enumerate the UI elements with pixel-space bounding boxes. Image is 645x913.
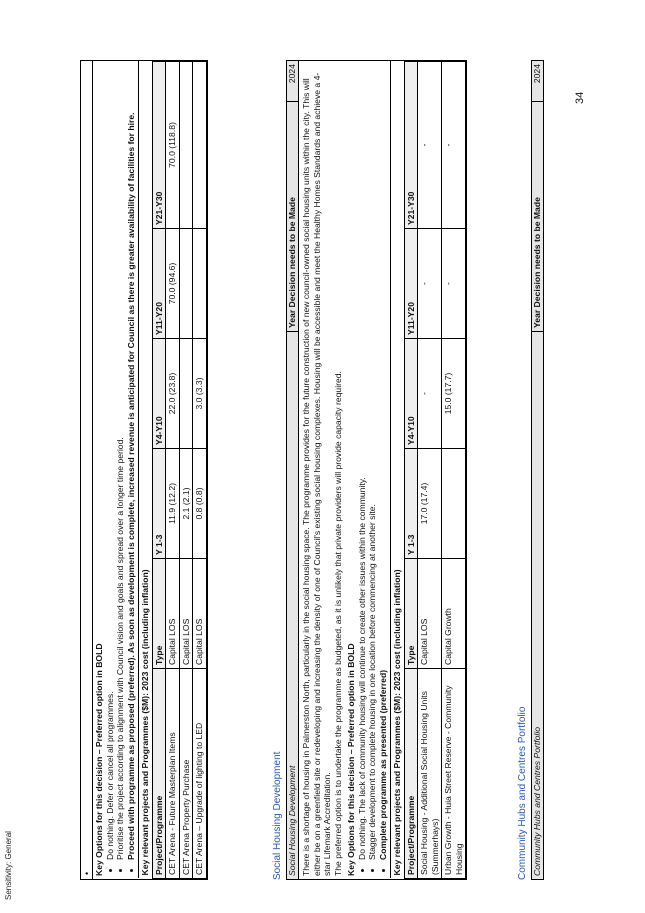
key-options-block [93, 61, 138, 879]
col-header: Y11-Y20 [152, 229, 166, 339]
col-header: Y4-Y10 [152, 339, 166, 449]
key-options-list [357, 64, 389, 876]
cell: Capital Growth [442, 559, 466, 669]
cell: 17.0 (17.4) [418, 449, 442, 559]
social-projects-table [390, 61, 466, 879]
cell [179, 62, 193, 229]
sensitivity-text: Sensitivity: General [4, 831, 13, 900]
option-item: • Do nothing. Defer or cancel all programmes. [105, 64, 116, 860]
key-options-list [105, 64, 137, 876]
table-title: Key relevant projects and Programmes ($M): 2023 cost (including inflation) [139, 62, 153, 879]
cell: Urban Growth - Huia Street Reserve - Community Housing [442, 669, 466, 879]
community-hubs-box [531, 60, 544, 880]
option-item: • Do nothing. The lack of community housing will continue to create other issues within the community. [357, 64, 368, 860]
page-number [572, 80, 590, 110]
cet-projects-table [138, 61, 207, 879]
col-header: Y21-Y30 [404, 62, 418, 229]
cell: Capital LOS [193, 559, 207, 669]
year-label: Year Decision needs to be Made [532, 101, 543, 331]
table-row [166, 62, 180, 879]
paragraph: The preferred option is to undertake the programme as budgeted, as it is unlikely that private providers will provide capacity required. [332, 371, 343, 876]
rotated-page-content [65, 60, 555, 880]
cell [442, 449, 466, 559]
paragraph: There is a shortage of housing in Palmerston North, particularly in the social housing space. The programme provides for the future construction of new council-owned social housing units within the city. This will either be on a greenfield site or redeveloping and increasing the density of one of Council's existing social housing complexes. Housing will be accessible and meet the Healthy Homes Standards and achieve a 4-star Lifemark Accreditation. [301, 72, 332, 876]
col-header: Y21-Y30 [152, 62, 166, 229]
sensitivity-label [4, 0, 18, 913]
year-value: 2024 [532, 64, 542, 84]
table-row [442, 62, 466, 879]
cell [193, 62, 207, 229]
cell: - [418, 229, 442, 339]
col-header: Type [152, 559, 166, 669]
cell: - [418, 62, 442, 229]
cell: 11.9 (12.2) [166, 449, 180, 559]
key-options-title: Key Options for this decision – Preferred option in BOLD [94, 643, 104, 876]
col-header: Y 1-3 [152, 449, 166, 559]
cell: - [418, 339, 442, 449]
social-section-title: Social Housing Development [272, 751, 283, 880]
cell: - [442, 62, 466, 229]
col-header: Y4-Y10 [404, 339, 418, 449]
option-item-preferred: • Complete programme as presented (preferred) [378, 64, 389, 860]
cell: CET Arena - Future Masterplan Items [166, 669, 180, 879]
cell [179, 339, 193, 449]
page-number-text: 34 [574, 91, 586, 104]
cell [193, 229, 207, 339]
col-header: Y 1-3 [404, 449, 418, 559]
sub-label: Community Hubs and Centres Portfolio [532, 331, 543, 879]
col-header: Project/Programme [404, 669, 418, 879]
cell: - [442, 229, 466, 339]
cell: CET Arena – Upgrade of lighting to LED [193, 669, 207, 879]
table-row [179, 62, 193, 879]
social-description [299, 61, 345, 879]
community-subheader [532, 61, 543, 879]
cell: 0.8 (0.8) [193, 449, 207, 559]
cell: Capital LOS [179, 559, 193, 669]
col-header: Project/Programme [152, 669, 166, 879]
option-item-preferred: • Proceed with programme as proposed (preferred). As soon as development is complete, increased revenue is anticipated for Council as there is greater availability of facilities for hire. [126, 64, 137, 860]
table-row [193, 62, 207, 879]
empty-bullet-row [81, 61, 93, 879]
cell: CET Arena Property Purchase [179, 669, 193, 879]
cell: 2.1 (2.1) [179, 449, 193, 559]
cell: 3.0 (3.3) [193, 339, 207, 449]
cell [179, 229, 193, 339]
social-subheader [287, 61, 299, 879]
cell: 22.0 (23.8) [166, 339, 180, 449]
cell: 15.0 (17.7) [442, 339, 466, 449]
cell: 70.0 (94.6) [166, 229, 180, 339]
bullet-glyph: • [82, 871, 92, 875]
cell: 70.0 (118.8) [166, 62, 180, 229]
cell: Social Housing - Additional Social Housing Units (Summerhays) [418, 669, 442, 879]
community-section-title: Community Hubs and Centres Portfolio [517, 706, 528, 880]
table-row [418, 62, 442, 879]
table-title: Key relevant projects and Programmes ($M): 2023 cost (including inflation) [391, 62, 405, 879]
col-header: Y11-Y20 [404, 229, 418, 339]
sub-label: Social Housing Development [287, 331, 298, 879]
col-header: Type [404, 559, 418, 669]
cet-arena-box [80, 60, 208, 880]
social-housing-box [286, 60, 467, 880]
option-item: • Stagger development to complete housing in one location before commencing at another site. [367, 64, 378, 860]
year-label: Year Decision needs to be Made [287, 101, 298, 331]
key-options-block [345, 61, 390, 879]
key-options-title: Key Options for this decision – Preferred option in BOLD [346, 643, 356, 876]
cell: Capital LOS [166, 559, 180, 669]
year-value: 2024 [287, 64, 297, 84]
option-item: • Prioritise the project according to alignment with Council vision and goals and spread over a longer time period. [115, 64, 126, 860]
cell: Capital LOS [418, 559, 442, 669]
